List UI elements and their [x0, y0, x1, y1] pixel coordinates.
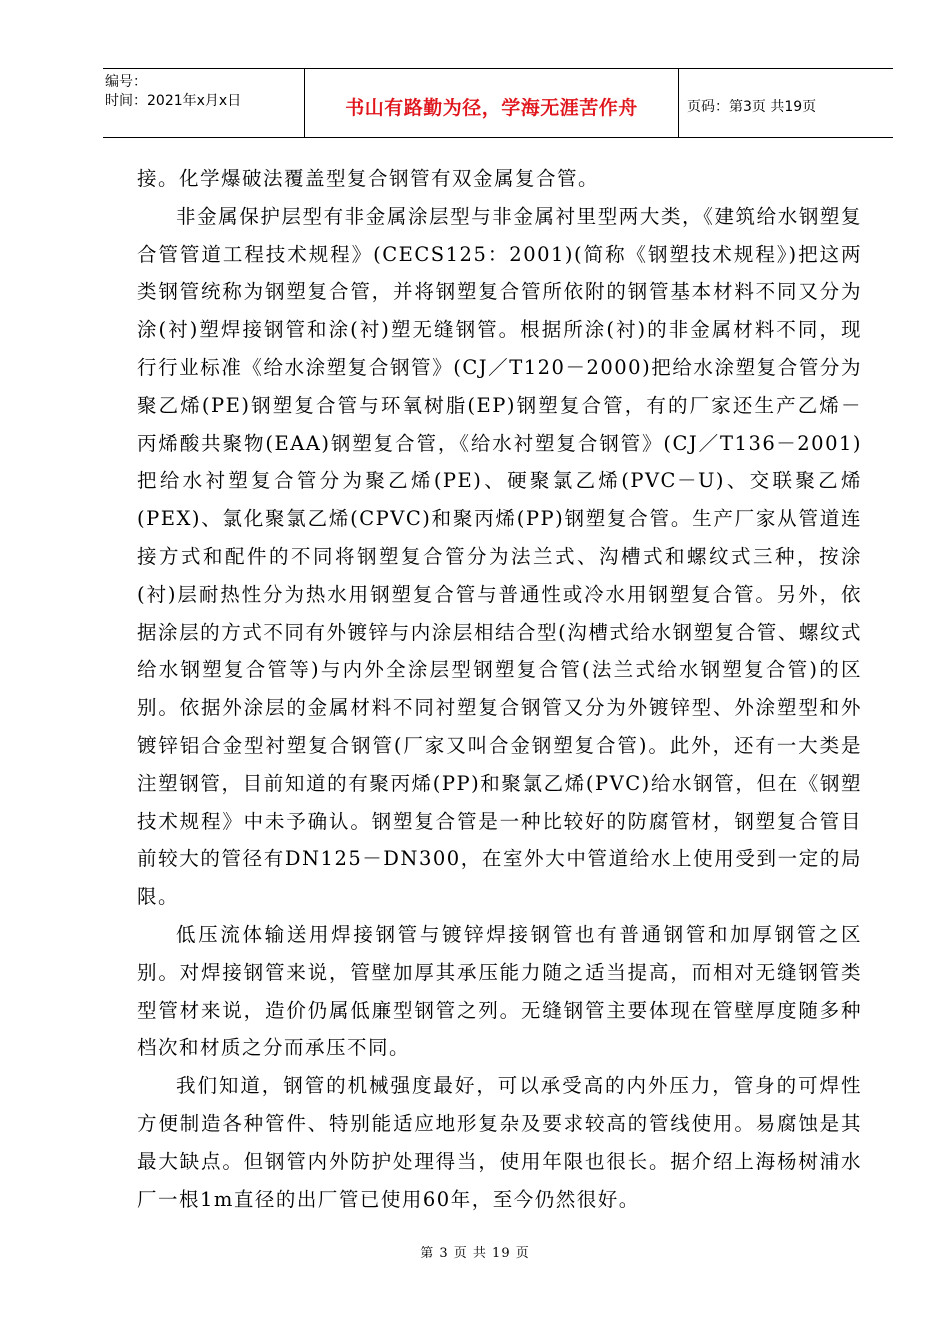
document-time-label: 时间：2021年x月x日 — [105, 93, 242, 109]
header-meta — [103, 69, 305, 137]
paragraph-2: 非金属保护层型有非金属涂层型与非金属衬里型两大类，《建筑给水钢塑复合管管道工程技术规程》(CECS125：2001)(简称《钢塑技术规程》)把这两类钢管统称为钢塑复合管，并将钢塑复合管所依附的钢管基本材料不同又分为涂(衬)塑焊接钢管和涂(衬)塑无缝钢管。根据所涂(衬)的非金属材料不同，现行行业标准《给水涂塑复合钢管》(CJ／T120－2000)把给水涂塑复合管分为聚乙烯(PE)钢塑复合管与环氧树脂(EP)钢塑复合管，有的厂家还生产乙烯－丙烯酸共聚物(EAA)钢塑复合管，《给水衬塑复合钢管》(CJ／T136－2001)把给水衬塑复合管分为聚乙烯(PE)、硬聚氯乙烯(PVC－U)、交联聚乙烯(PEX)、氯化聚氯乙烯(CPVC)和聚丙烯(PP)钢塑复合管。生产厂家从管道连接方式和配件的不同将钢塑复合管分为法兰式、沟槽式和螺纹式三种，按涂(衬)层耐热性分为热水用钢塑复合管与普通性或冷水用钢塑复合管。另外，依据涂层的方式不同有外镀锌与内涂层相结合型(沟槽式给水钢塑复合管、螺纹式给水钢塑复合管等)与内外全涂层型钢塑复合管(法兰式给水钢塑复合管)的区别。依据外涂层的金属材料不同衬塑复合钢管又分为外镀锌型、外涂塑型和外镀锌铝合金型衬塑复合钢管(厂家又叫合金钢塑复合管)。此外，还有一大类是注塑钢管，目前知道的有聚丙烯(PP)和聚氯乙烯(PVC)给水钢管，但在《钢塑技术规程》中未予确认。钢塑复合管是一种比较好的防腐管材，钢塑复合管目前较大的管径有DN125－DN300，在室外大中管道给水上使用受到一定的局限。 — [137, 204, 862, 909]
paragraph-3: 低压流体输送用焊接钢管与镀锌焊接钢管也有普通钢管和加厚钢管之区别。对焊接钢管来说，管壁加厚其承压能力随之适当提高，而相对无缝钢管类型管材来说，造价仍属低廉型钢管之列。无缝钢管主要体现在管壁厚度随多种档次和材质之分而承压不同。 — [137, 922, 862, 1060]
paragraph-1: 接。化学爆破法覆盖型复合钢管有双金属复合管。 — [137, 167, 600, 190]
paragraph-4: 我们知道，钢管的机械强度最好，可以承受高的内外压力，管身的可焊性方便制造各种管件、特别能适应地形复杂及要求较高的管线使用。易腐蚀是其最大缺点。但钢管内外防护处理得当，使用年限也很长。据介绍上海杨树浦水厂一根1m直径的出厂管已使用60年，至今仍然很好。 — [137, 1074, 862, 1211]
page-header — [103, 68, 893, 138]
document-number-label: 编号： — [105, 74, 147, 90]
page-footer: 第 3 页 共 19 页 — [420, 1246, 530, 1261]
header-motto: 书山有路勤为径，学海无涯苦作舟 — [305, 69, 679, 137]
document-body — [137, 160, 862, 1218]
header-page-number: 页码：第3页 共19页 — [687, 99, 817, 115]
